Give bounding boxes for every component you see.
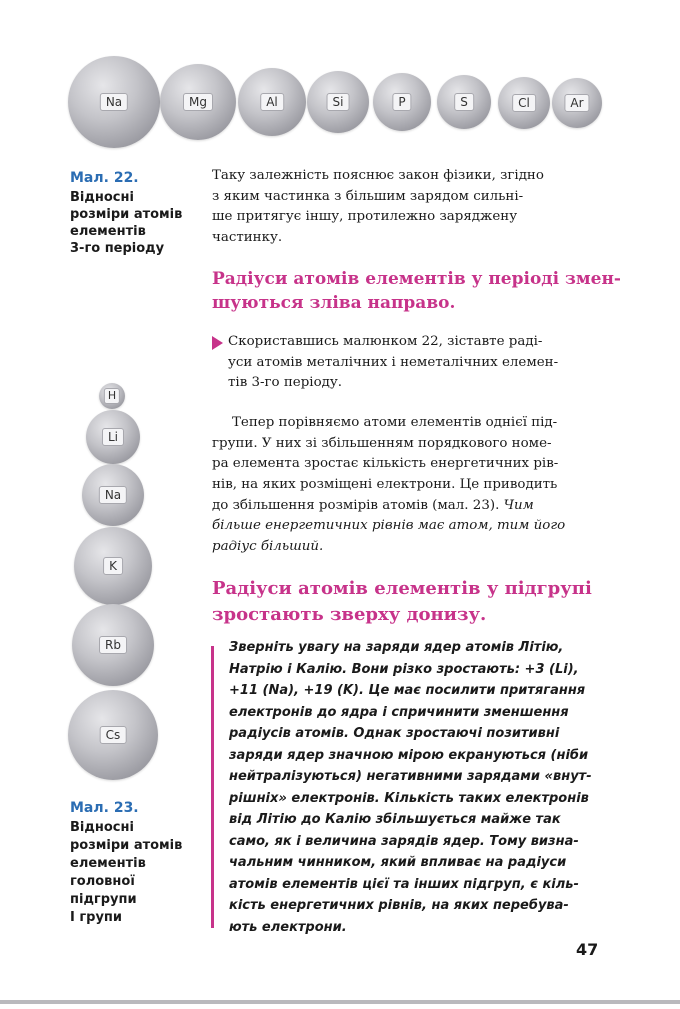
atom-label: S [454,93,474,111]
page-bottom-rule [0,1000,680,1004]
rule-heading-period [212,267,621,315]
atom-cl [498,77,550,129]
note-line: радіусів атомів. Однак зростаючі позитивні [229,726,560,741]
note-line: нейтралізуються) негативними зарядами «внут- [229,769,592,784]
text-line: Таку залежність пояснює закон фізики, згідно [212,168,544,183]
note-line: атомів елементів цієї та інших підгруп, є кіль- [229,876,579,892]
atom-li [86,410,140,464]
task-marker-icon [212,336,223,350]
paragraph-1 [212,166,605,249]
atom-label: Cs [100,726,127,744]
figure-22-caption-number: Мал. 22. [70,170,139,186]
caption-line: елементів [70,856,146,871]
note-line: кість енергетичних рівнів, на яких перебува- [229,898,569,913]
heading-line: шуються зліва направо. [212,293,456,313]
text-line: більше енергетичних рівнів має атом, тим його [212,518,566,534]
atom-label: K [103,557,123,575]
atom-na [68,56,160,148]
caption-line: розміри атомів [70,838,183,853]
rule-heading-subgroup [212,576,592,628]
note-line: Натрію і Калію. Вони різко зростають: +3 (Li), [229,661,579,677]
text-line: Скориставшись малюнком 22, зіставте раді- [228,334,543,349]
atom-rb [72,604,154,686]
atom-cs [68,690,158,780]
note-line: само, як і величина зарядів ядер. Тому визна- [229,833,579,849]
atom-label: Cl [512,94,536,112]
text-line: ше притягує іншу, протилежно заряджену [212,209,518,225]
note-block [229,637,607,938]
atom-label: Na [99,486,127,504]
atom-s [437,75,491,129]
atom-label: Li [102,428,124,446]
heading-line: Радіуси атомів елементів у підгрупі [212,578,592,599]
atom-h [99,383,125,409]
paragraph-2 [212,413,605,558]
heading-line: зростають зверху донизу. [212,604,487,625]
figure-23-caption-number: Мал. 23. [70,800,139,816]
text-line: групи. У них зі збільшенням порядкового номе- [212,435,552,451]
note-accent-bar [211,646,214,928]
note-line: чальним чинником, який впливає на радіуси [229,855,567,870]
atom-na [82,464,144,526]
atom-label: P [392,93,411,111]
caption-line: елементів [70,224,146,239]
atom-label: H [104,388,120,404]
page-number: 47 [576,940,599,959]
caption-line: підгрупи [70,892,137,907]
caption-line: головної [70,874,135,889]
text-line: тів 3-го періоду. [228,375,343,391]
text-line: нів, на яких розміщені електрони. Це приводить [212,477,558,493]
text-run: до збільшення розмірів атомів (мал. 23). [212,497,504,513]
text-line: ра елемента зростає кількість енергетичних рів- [212,456,559,472]
caption-line: I групи [70,910,123,925]
note-line: рішніх» електронів. Кількість таких електронів [229,790,589,806]
note-line: ють електрони. [229,919,347,935]
atom-label: Na [100,93,128,111]
atom-si [307,71,369,133]
atom-p [373,73,431,131]
text-line: частинку. [212,230,283,246]
text-line: уси атомів металічних і неметалічних елемен- [228,354,559,370]
atom-al [238,68,306,136]
note-line: електронів до ядра і спричинити зменшення [229,704,569,720]
figure-23-caption [70,819,182,927]
caption-line: Відносні [70,190,134,205]
atom-k [74,527,152,605]
atom-label: Mg [183,93,213,111]
caption-line: розміри атомів [70,207,183,222]
note-line: +11 (Na), +19 (K). Це має посилити притягання [229,683,586,698]
atom-label: Al [260,93,284,111]
text-line: з яким частинка з більшим зарядом сильні- [212,188,524,204]
note-line: Зверніть увагу на заряди ядер атомів Літію, [229,640,564,655]
text-line: радіус більший. [212,539,324,555]
text-line: Тепер порівняємо атоми елементів однієї під- [232,415,558,430]
heading-line: Радіуси атомів елементів у періоді змен- [212,269,621,289]
note-line: від Літію до Калію збільшується майже так [229,812,561,827]
figure-22-caption [70,189,182,257]
text-line-mixed [212,496,605,517]
atom-label: Rb [99,636,127,654]
note-line: заряди ядер значною мірою екрануються (ніби [229,747,589,763]
atom-mg [160,64,236,140]
text-run-italic: Чим [503,497,534,513]
atom-ar [552,78,602,128]
atom-label: Ar [564,94,589,112]
caption-line: Відносні [70,820,134,835]
atom-label: Si [327,93,350,111]
task-text [228,332,606,394]
caption-line: 3-го періоду [70,241,165,256]
